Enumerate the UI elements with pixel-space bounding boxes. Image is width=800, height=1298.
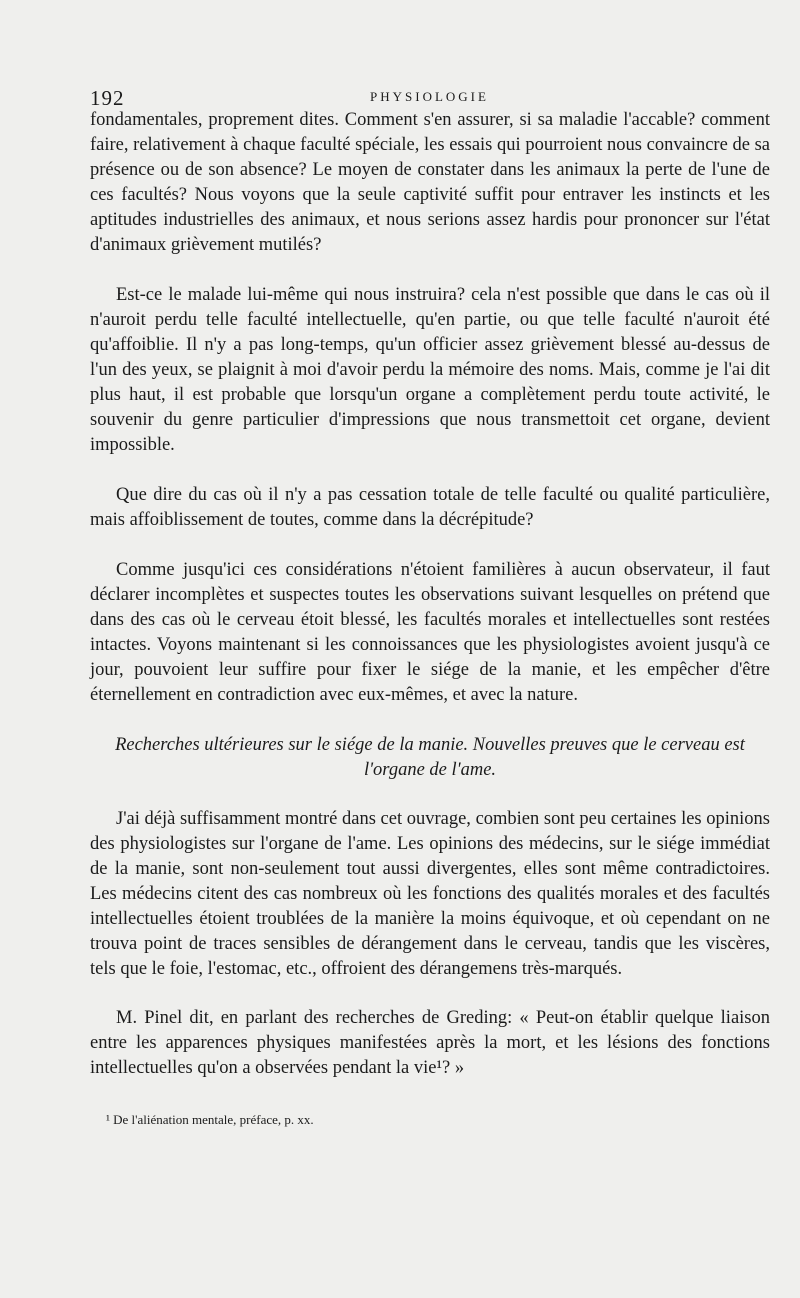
paragraph: Que dire du cas où il n'y a pas cessation totale de telle faculté ou qualité particulière, mais affoiblissement de toutes, comme dans la décrépitude? [90,485,770,530]
page-body [90,108,770,1081]
paragraph: Est-ce le malade lui-même qui nous instruira? cela n'est possible que dans le cas où il n'auroit perdu telle faculté intellectuelle, qu'en partie, ou que telle faculté n'auroit été qu'affoiblie. Il n'y a pas long-temps, qu'un officier assez grièvement blessé au-dessus de l'un des yeux, se plaignit à moi d'avoir perdu la mémoire des noms. Mais, comme je l'ai dit plus haut, il est probable que lorsqu'un organe a complètement perdu toute activité, le souvenir du genre particulier d'impressions que nous transmettoit cet organe, devient impossible. [90,285,770,455]
footnote: ¹ De l'aliénation mentale, préface, p. xx. [106,1112,314,1127]
page-number: 192 [90,86,125,110]
paragraph: fondamentales, proprement dites. Comment s'en assurer, si sa maladie l'accable? comment faire, relativement à chaque faculté spéciale, les essais qui pourroient nous convaincre de sa présence ou de son absence? Le moyen de constater dans les animaux la perte de l'une de ces facultés? Nous voyons que la seule captivité suffit pour entraver les instincts et les aptitudes industrielles des animaux, et nous serions assez hardis pour prononcer sur l'état d'animaux grièvement mutilés? [90,110,770,255]
paragraph: M. Pinel dit, en parlant des recherches de Greding: « Peut-on établir quelque liaison entre les apparences physiques manifestées après la mort, et les lésions des fonctions intellectuelles qu'on a observées pendant la vie¹? » [90,1008,770,1078]
section-heading: Recherches ultérieures sur le siége de la manie. Nouvelles preuves que le cerveau est l'organe de l'ame. [115,735,745,780]
paragraph: Comme jusqu'ici ces considérations n'étoient familières à aucun observateur, il faut déclarer incomplètes et suspectes toutes les observations suivant lesquelles on prétend que dans des cas où le cerveau étoit blessé, les facultés morales et intellectuelles sont restées intactes. Voyons maintenant si les connoissances que les physiologistes avoient jusqu'à ce jour, pouvoient leur suffire pour fixer le siége de la manie, et les empêcher d'être éternellement en contradiction avec eux-mêmes, et avec la nature. [90,560,770,705]
running-head: PHYSIOLOGIE [370,89,489,104]
paragraph: J'ai déjà suffisamment montré dans cet ouvrage, combien sont peu certaines les opinions des physiologistes sur l'organe de l'ame. Les opinions des médecins, sur le siége immédiat de la manie, sont non-seulement tout aussi divergentes, elles sont même contradictoires. Les médecins citent des cas nombreux où les fonctions des qualités morales et des facultés intellectuelles étoient troublées de la manière la moins équivoque, et où cependant on ne trouva point de traces sensibles de dérangement dans le cerveau, tandis que les viscères, tels que le foie, l'estomac, etc., offroient des dérangemens très-marqués. [90,809,770,979]
